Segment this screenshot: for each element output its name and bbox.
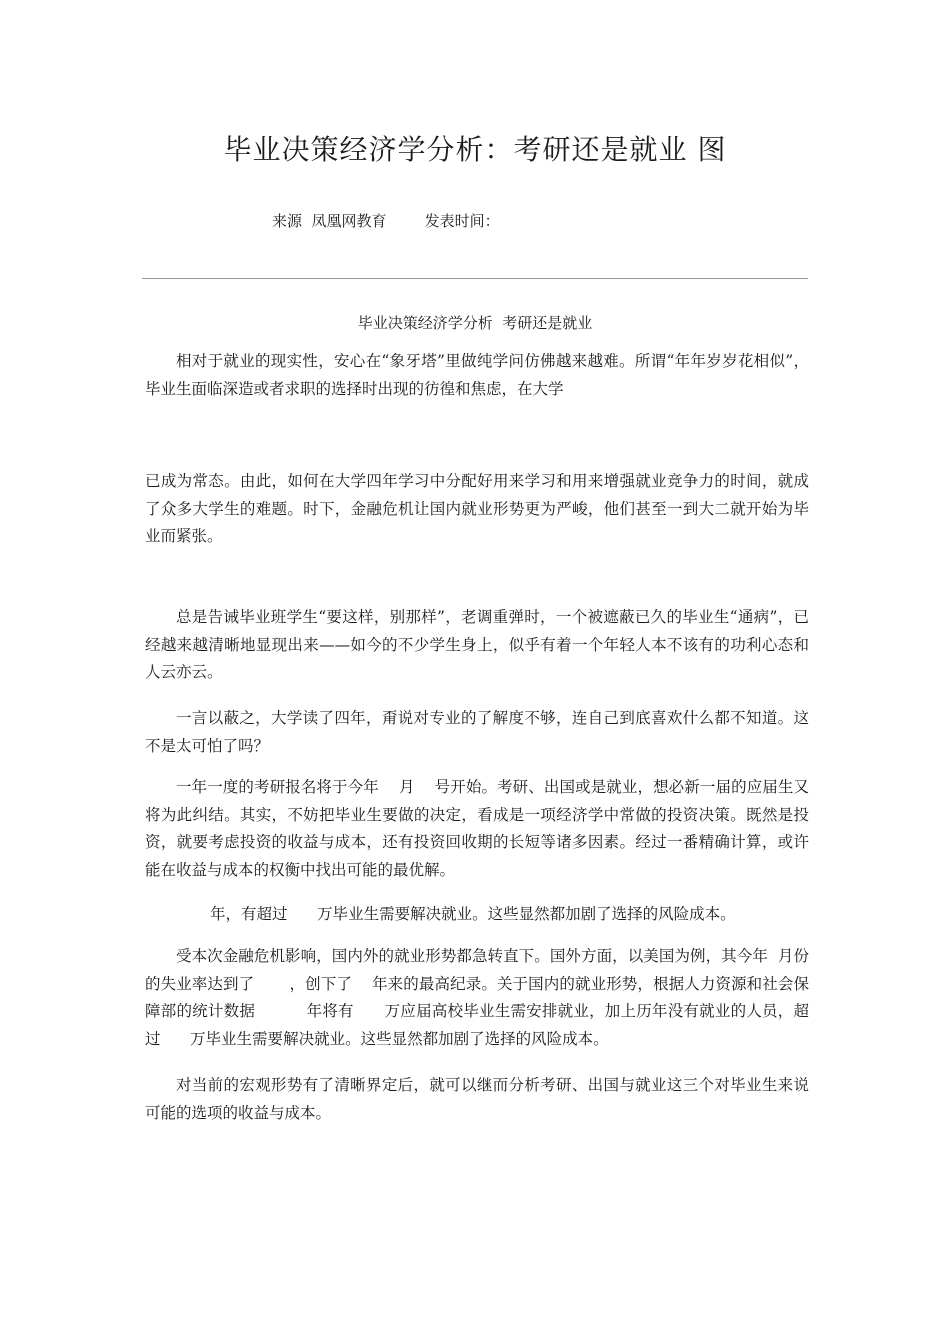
- paragraph-8: 对当前的宏观形势有了清晰界定后，就可以继而分析考研、出国与就业这三个对毕业生来说可能的选项的收益与成本。: [145, 1076, 809, 1122]
- divider: [142, 278, 808, 279]
- article-title: 毕业决策经济学分析：考研还是就业 图: [223, 133, 727, 166]
- paragraph-3: 总是告诫毕业班学生“要这样，别那样”，老调重弹时，一个被遮蔽已久的毕业生“通病”，已经越来越清晰地显现出来——如今的不少学生身上，似乎有着一个年轻人本不该有的功利心态和人云亦云。: [145, 608, 809, 681]
- paragraph-7: 受本次金融危机影响，国内外的就业形势都急转直下。国外方面，以美国为例，其今年 月份的失业率达到了 ，创下了 年来的最高纪录。关于国内的就业形势，根据人力资源和社会保障部的统计数据 年将有 万应届高校毕业生需安排就业，加上历年没有就业的人员，超过 万毕业生需要解决就业。这些显然都加剧了选择的风险成本。: [145, 947, 809, 1048]
- paragraph-5: 一年一度的考研报名将于今年 月 号开始。考研、出国或是就业，想必新一届的应届生又将为此纠结。其实，不妨把毕业生要做的决定，看成是一项经济学中常做的投资决策。既然是投资，就要考虑投资的收益与成本，还有投资回收期的长短等诸多因素。经过一番精确计算，或许能在收益与成本的权衡中找出可能的最优解。: [145, 778, 809, 879]
- paragraph-1: 相对于就业的现实性，安心在“象牙塔”里做纯学问仿佛越来越难。所谓“年年岁岁花相似”，毕业生面临深造或者求职的选择时出现的彷徨和焦虑，在大学: [145, 352, 809, 398]
- article-meta: 来源 凤凰网教育 发表时间：: [272, 212, 500, 230]
- paragraph-6: 年，有超过 万毕业生需要解决就业。这些显然都加剧了选择的风险成本。: [210, 905, 736, 923]
- article-subtitle: 毕业决策经济学分析 考研还是就业: [357, 314, 593, 332]
- paragraph-2: 已成为常态。由此，如何在大学四年学习中分配好用来学习和用来增强就业竞争力的时间，就成了众多大学生的难题。时下，金融危机让国内就业形势更为严峻，他们甚至一到大二就开始为毕业而紧张。: [145, 472, 809, 545]
- paragraph-4: 一言以蔽之，大学读了四年，甭说对专业的了解度不够，连自己到底喜欢什么都不知道。这不是太可怕了吗？: [145, 709, 809, 755]
